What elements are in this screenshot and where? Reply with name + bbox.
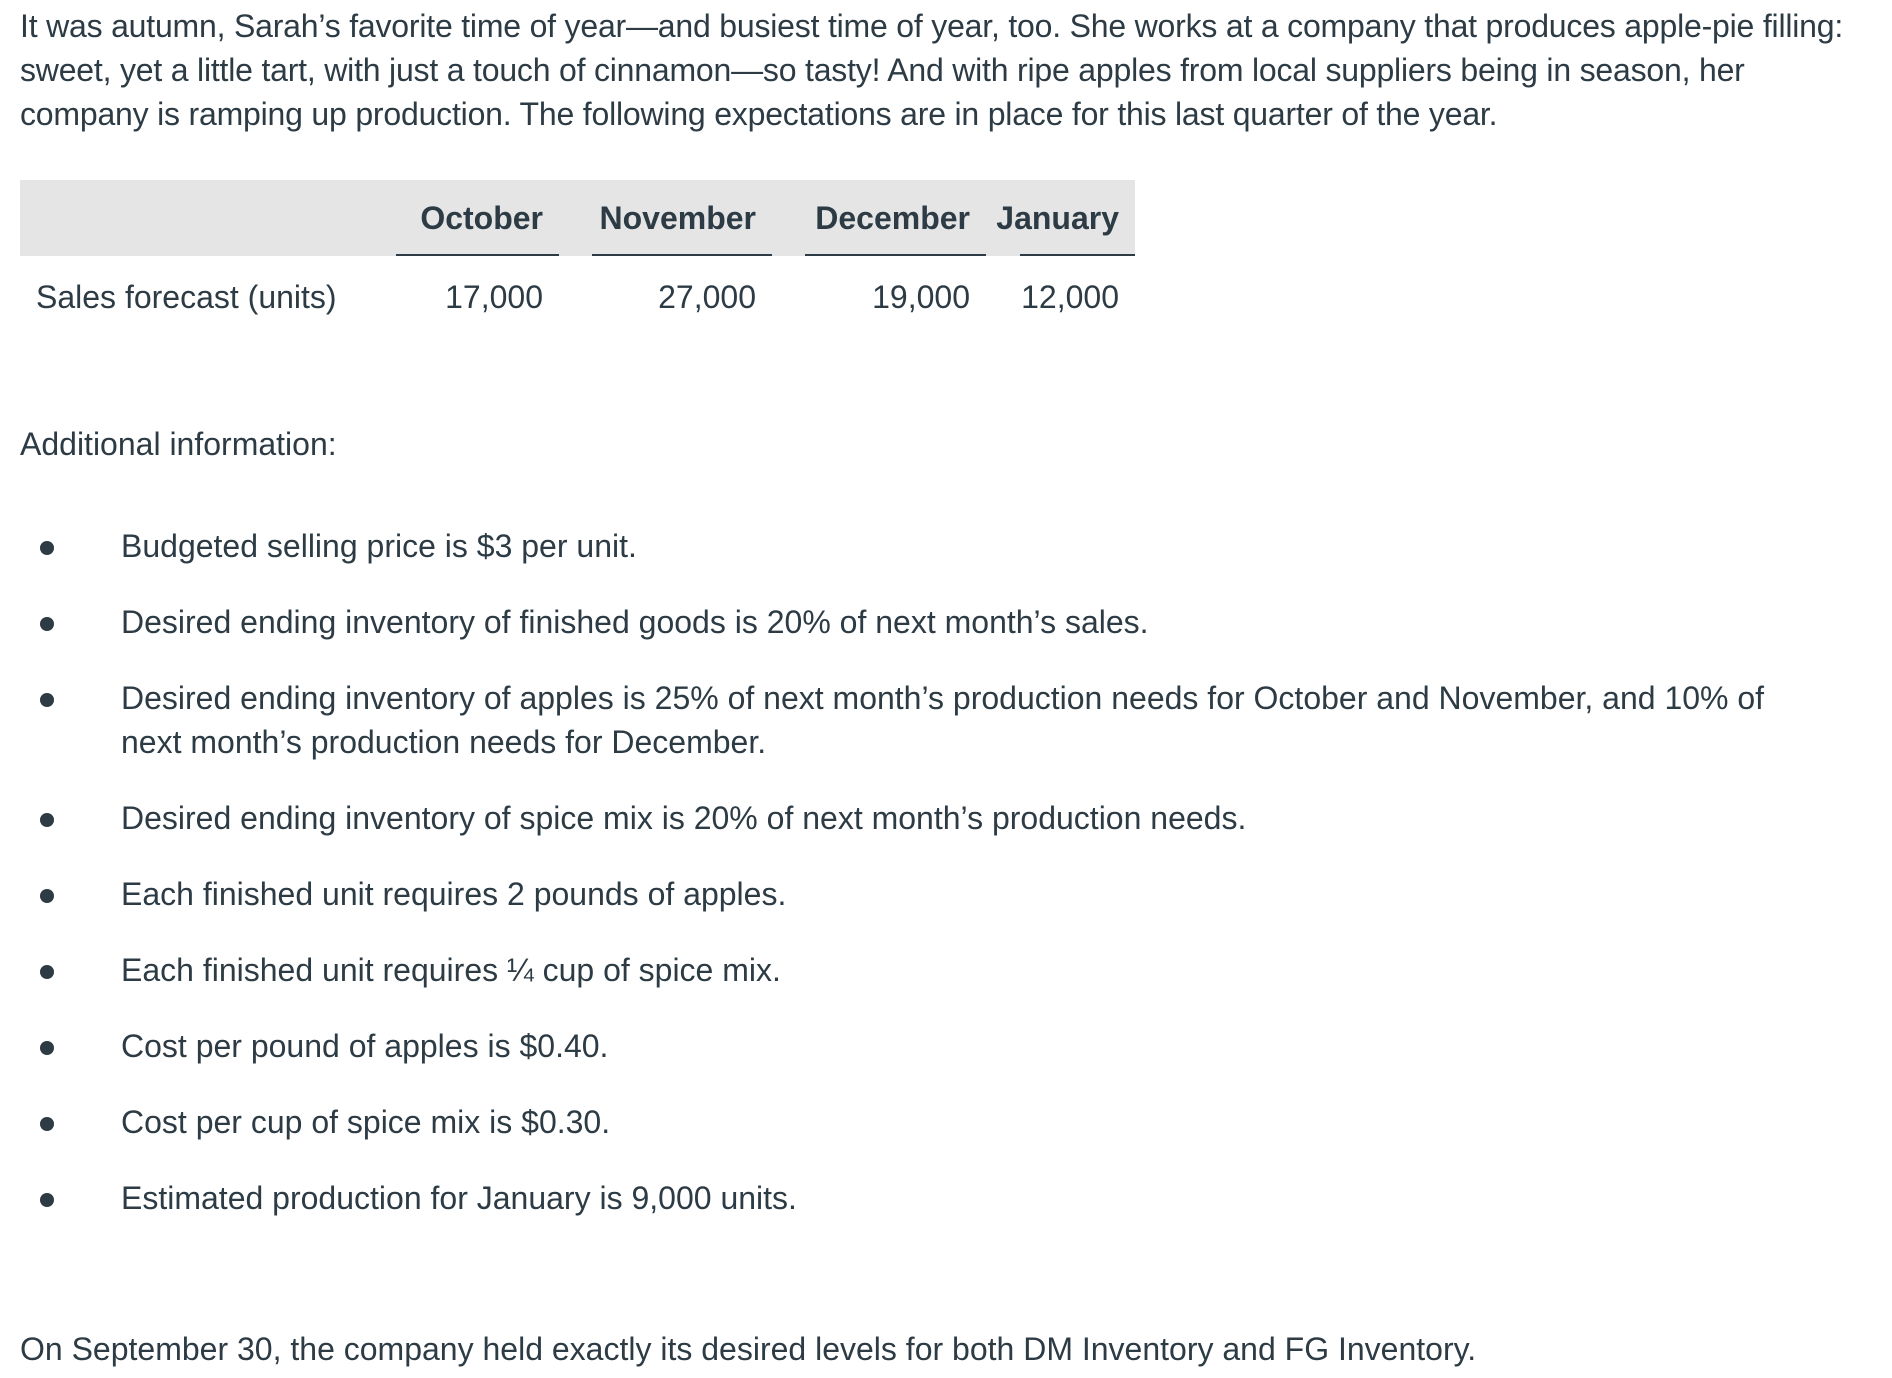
cell-value: 27,000 bbox=[658, 278, 756, 315]
cell-value: 17,000 bbox=[445, 278, 543, 315]
value-november bbox=[559, 256, 772, 338]
bullet-icon bbox=[40, 965, 54, 979]
header-january bbox=[986, 180, 1135, 256]
list-item-text: Desired ending inventory of apples is 25% of next month’s production needs for October and November, and 10% of next month’s production needs for December. bbox=[121, 680, 1765, 760]
table-header-row bbox=[20, 180, 1135, 256]
bullet-icon bbox=[40, 541, 54, 555]
list-item bbox=[0, 872, 1892, 916]
list-item-text: Desired ending inventory of spice mix is 20% of next month’s production needs. bbox=[121, 800, 1247, 836]
list-item-text: Desired ending inventory of finished goods is 20% of next month’s sales. bbox=[121, 604, 1149, 640]
header-label: January bbox=[996, 199, 1119, 236]
header-label: October bbox=[420, 199, 543, 236]
bullet-icon bbox=[40, 617, 54, 631]
bullet-icon bbox=[40, 889, 54, 903]
list-item bbox=[0, 600, 1892, 644]
list-item bbox=[0, 796, 1892, 840]
additional-info-heading: Additional information: bbox=[20, 426, 337, 462]
header-october bbox=[376, 180, 559, 256]
header-empty-cell bbox=[20, 180, 376, 256]
bullet-icon bbox=[40, 1041, 54, 1055]
list-item bbox=[0, 676, 1892, 764]
list-item bbox=[0, 1100, 1892, 1144]
bullet-icon bbox=[40, 1193, 54, 1207]
list-item bbox=[0, 948, 1892, 992]
header-underline bbox=[592, 254, 772, 256]
value-december bbox=[772, 256, 986, 338]
value-january bbox=[986, 256, 1135, 338]
header-november bbox=[559, 180, 772, 256]
cell-value: 19,000 bbox=[872, 278, 970, 315]
header-underline bbox=[1020, 254, 1135, 256]
header-underline bbox=[805, 254, 986, 256]
list-item bbox=[0, 1024, 1892, 1068]
row-label: Sales forecast (units) bbox=[36, 278, 337, 315]
list-item-text: Each finished unit requires ¼ cup of spice mix. bbox=[121, 952, 781, 988]
header-label: December bbox=[815, 199, 970, 236]
list-item-text: Estimated production for January is 9,000 units. bbox=[121, 1180, 797, 1216]
bullet-icon bbox=[40, 693, 54, 707]
list-item-text: Cost per pound of apples is $0.40. bbox=[121, 1028, 609, 1064]
header-december bbox=[772, 180, 986, 256]
additional-info-list bbox=[0, 524, 1892, 1252]
list-item-text: Each finished unit requires 2 pounds of apples. bbox=[121, 876, 787, 912]
list-item-text: Cost per cup of spice mix is $0.30. bbox=[121, 1104, 611, 1140]
value-october bbox=[376, 256, 559, 338]
list-item bbox=[0, 524, 1892, 568]
intro-paragraph: It was autumn, Sarah’s favorite time of year—and busiest time of year, too. She works at a company that produces apple-pie filling: sweet, yet a little tart, with just a touch of cinnamon—so tasty! And with ripe apples from local suppliers being in season, her company is ramping up production. The following expectations are in place for this last quarter of the year. bbox=[20, 8, 1844, 132]
cell-value: 12,000 bbox=[1021, 278, 1119, 315]
header-label: November bbox=[599, 199, 756, 236]
bullet-icon bbox=[40, 813, 54, 827]
sales-forecast-table bbox=[20, 180, 1135, 338]
list-item bbox=[0, 1176, 1892, 1220]
header-underline bbox=[396, 254, 559, 256]
bullet-icon bbox=[40, 1117, 54, 1131]
list-item-text: Budgeted selling price is $3 per unit. bbox=[121, 528, 637, 564]
closing-paragraph: On September 30, the company held exactly its desired levels for both DM Inventory and FG Inventory. bbox=[20, 1331, 1477, 1367]
table-row bbox=[20, 256, 1135, 338]
